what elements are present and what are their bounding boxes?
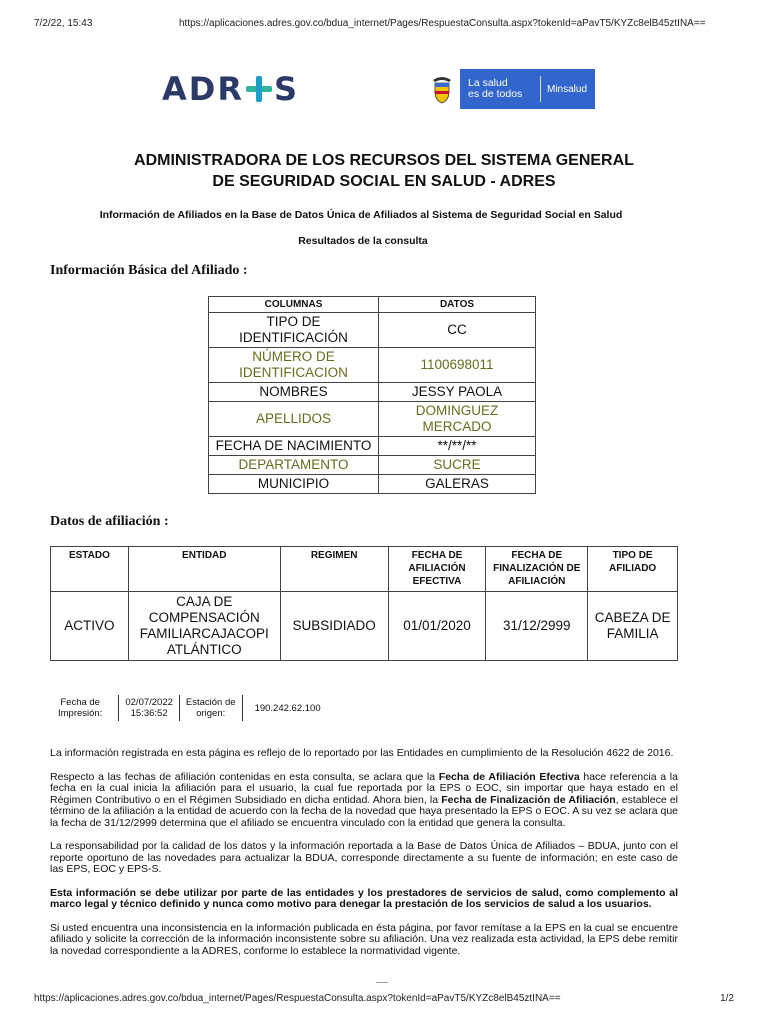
basic-info-heading: Información Básica del Afiliado : [50, 263, 248, 278]
table-row [209, 348, 536, 383]
slogan-line-1: La salud [468, 77, 508, 89]
paragraph: La información registrada en esta página es reflejo de lo reportado por las Entidades en cumplimiento de la Resolución 4622 de 2016. [50, 747, 674, 759]
row-value: 1100698011 [379, 348, 536, 383]
results-heading: Resultados de la consulta [298, 235, 428, 247]
table-cell: CABEZA DE FAMILIA [588, 592, 678, 661]
page-title [0, 150, 768, 192]
print-url: https://aplicaciones.adres.gov.co/bdua_internet/Pages/RespuestaConsulta.aspx?tokenId=aPavT5/KYZc8elB45ztINA== [179, 18, 706, 29]
disclaimer-text [50, 748, 678, 969]
print-info [58, 695, 321, 721]
adres-logo-text-right: S [273, 70, 300, 108]
table-cell: 31/12/2999 [486, 592, 588, 661]
column-header: ENTIDAD [128, 547, 280, 592]
column-header: REGIMEN [280, 547, 388, 592]
text-span: Respecto a las fechas de afiliación contenidas en esta consulta, se aclara que la [50, 770, 439, 783]
table-row [209, 437, 536, 456]
table-cell: 01/01/2020 [388, 592, 486, 661]
label-line: Fecha de [60, 697, 100, 708]
table-row [51, 592, 678, 661]
column-header: DATOS [379, 297, 536, 313]
row-value: JESSY PAOLA [379, 383, 536, 402]
table-row [209, 475, 536, 494]
health-cross-icon [246, 76, 272, 102]
table-row [209, 313, 536, 348]
column-header: TIPO DE AFILIADO [588, 547, 678, 592]
paragraph-bold: Esta información se debe utilizar por parte de las entidades y los prestadores de servicios de salud, como complemento al marco legal y técnico definido y nunca como motivo para denegar la prestación de los servicios de salud a los usuarios. [50, 886, 678, 910]
bold-term: Fecha de Afiliación Efectiva [438, 770, 580, 783]
bold-term: Fecha de Finalización de Afiliación [441, 793, 616, 806]
row-label: NOMBRES [209, 383, 379, 402]
row-value: GALERAS [379, 475, 536, 494]
row-label: FECHA DE NACIMIENTO [209, 437, 379, 456]
label-line: Impresión: [58, 708, 103, 719]
paragraph [50, 772, 678, 830]
table-row [209, 456, 536, 475]
print-datetime: 7/2/22, 15:43 [34, 18, 93, 29]
row-label: NÚMERO DE IDENTIFICACION [209, 348, 379, 383]
column-header: ESTADO [51, 547, 129, 592]
value-line: 15:36:52 [130, 708, 168, 719]
column-header: FECHA DE AFILIACIÓN EFECTIVA [388, 547, 486, 592]
label-line: Estación de [185, 697, 236, 708]
text-span: , establece el término de la afiliación a la entidad de acuerdo con la fecha de la novedad que haya presentado la EPS o EOC. A su vez se aclara que la fecha de 31/12/2999 determina que el afiliado se encuentra vinculado con la entidad que genera la consulta. [50, 793, 678, 829]
table-cell: ACTIVO [51, 592, 129, 661]
station-label [186, 697, 236, 719]
paragraph: La responsabilidad por la calidad de los datos y la información reportada a la Base de Datos Única de Afiliados – BDUA, junto con el reporte oportuno de las novedades para actualizar la BDUA, corresponde directamente a su fuente de información; en este caso de las EPS, EOC y EPS-S. [50, 840, 678, 875]
affiliation-table [50, 546, 678, 661]
table-row [209, 402, 536, 437]
affiliation-heading: Datos de afiliación : [50, 514, 169, 529]
adres-logo [162, 68, 299, 110]
table-row [209, 383, 536, 402]
page-title-line-2: DE SEGURIDAD SOCIAL EN SALUD - ADRES [212, 173, 556, 190]
print-date-label [58, 697, 102, 719]
affiliation-header-row [51, 547, 678, 592]
row-label: TIPO DE IDENTIFICACIÓN [209, 313, 379, 348]
adres-logo-text-left: ADR [162, 70, 244, 108]
label-line: origen: [196, 708, 226, 719]
row-value: CC [379, 313, 536, 348]
value-line: 02/07/2022 [125, 697, 173, 708]
column-header: COLUMNAS [209, 297, 379, 313]
footer-url: https://aplicaciones.adres.gov.co/bdua_internet/Pages/RespuestaConsulta.aspx?tokenId=aPavT5/KYZc8elB45ztINA== [34, 993, 561, 1004]
basic-info-table [208, 296, 536, 494]
page-number: 1/2 [720, 993, 734, 1004]
station-value: 190.242.62.100 [254, 702, 321, 714]
row-value: **/**/** [379, 437, 536, 456]
table-cell: SUBSIDIADO [280, 592, 388, 661]
basic-info-header-row [209, 297, 536, 313]
row-label: DEPARTAMENTO [209, 456, 379, 475]
row-value: SUCRE [379, 456, 536, 475]
slogan-line-2: es de todos [468, 88, 523, 100]
print-date-value [125, 697, 173, 719]
row-value: DOMINGUEZ MERCADO [379, 402, 536, 437]
page-subtitle: Información de Afiliados en la Base de Datos Única de Afiliados al Sistema de Seguridad Social en Salud [99, 209, 623, 221]
paragraph: Si usted encuentra una inconsistencia en la información publicada en ésta página, por favor remítase a la EPS en la cual se encuentre afiliado y solicite la corrección de la información inconsistente sobre su afiliación. Una vez realizada esta actividad, la EPS debe remitir la novedad correspondiente a la ADRES, conforme lo establece la normatividad vigente. [50, 921, 678, 957]
page-title-line-1: ADMINISTRADORA DE LOS RECURSOS DEL SISTEMA GENERAL [134, 152, 634, 169]
colombia-coat-of-arms-icon [424, 69, 460, 109]
minsalud-brand: Minsalud [547, 83, 588, 95]
row-label: APELLIDOS [209, 402, 379, 437]
minsalud-logo [424, 69, 595, 109]
minsalud-slogan [468, 78, 534, 100]
text-span: hace referencia a la fecha en la cual inicia la afiliación para el usuario, la cual fue reportada por la EPS o EOC, sin importar que haya estado en el Régimen Contributivo o en el Régimen Subsidiado en dicha entidad. Ahora bien, la [50, 770, 678, 806]
row-label: MUNICIPIO [209, 475, 379, 494]
column-header: FECHA DE FINALIZACIÓN DE AFILIACIÓN [486, 547, 588, 592]
table-cell: CAJA DE COMPENSACIÓN FAMILIARCAJACOPI ATLÁNTICO [128, 592, 280, 661]
